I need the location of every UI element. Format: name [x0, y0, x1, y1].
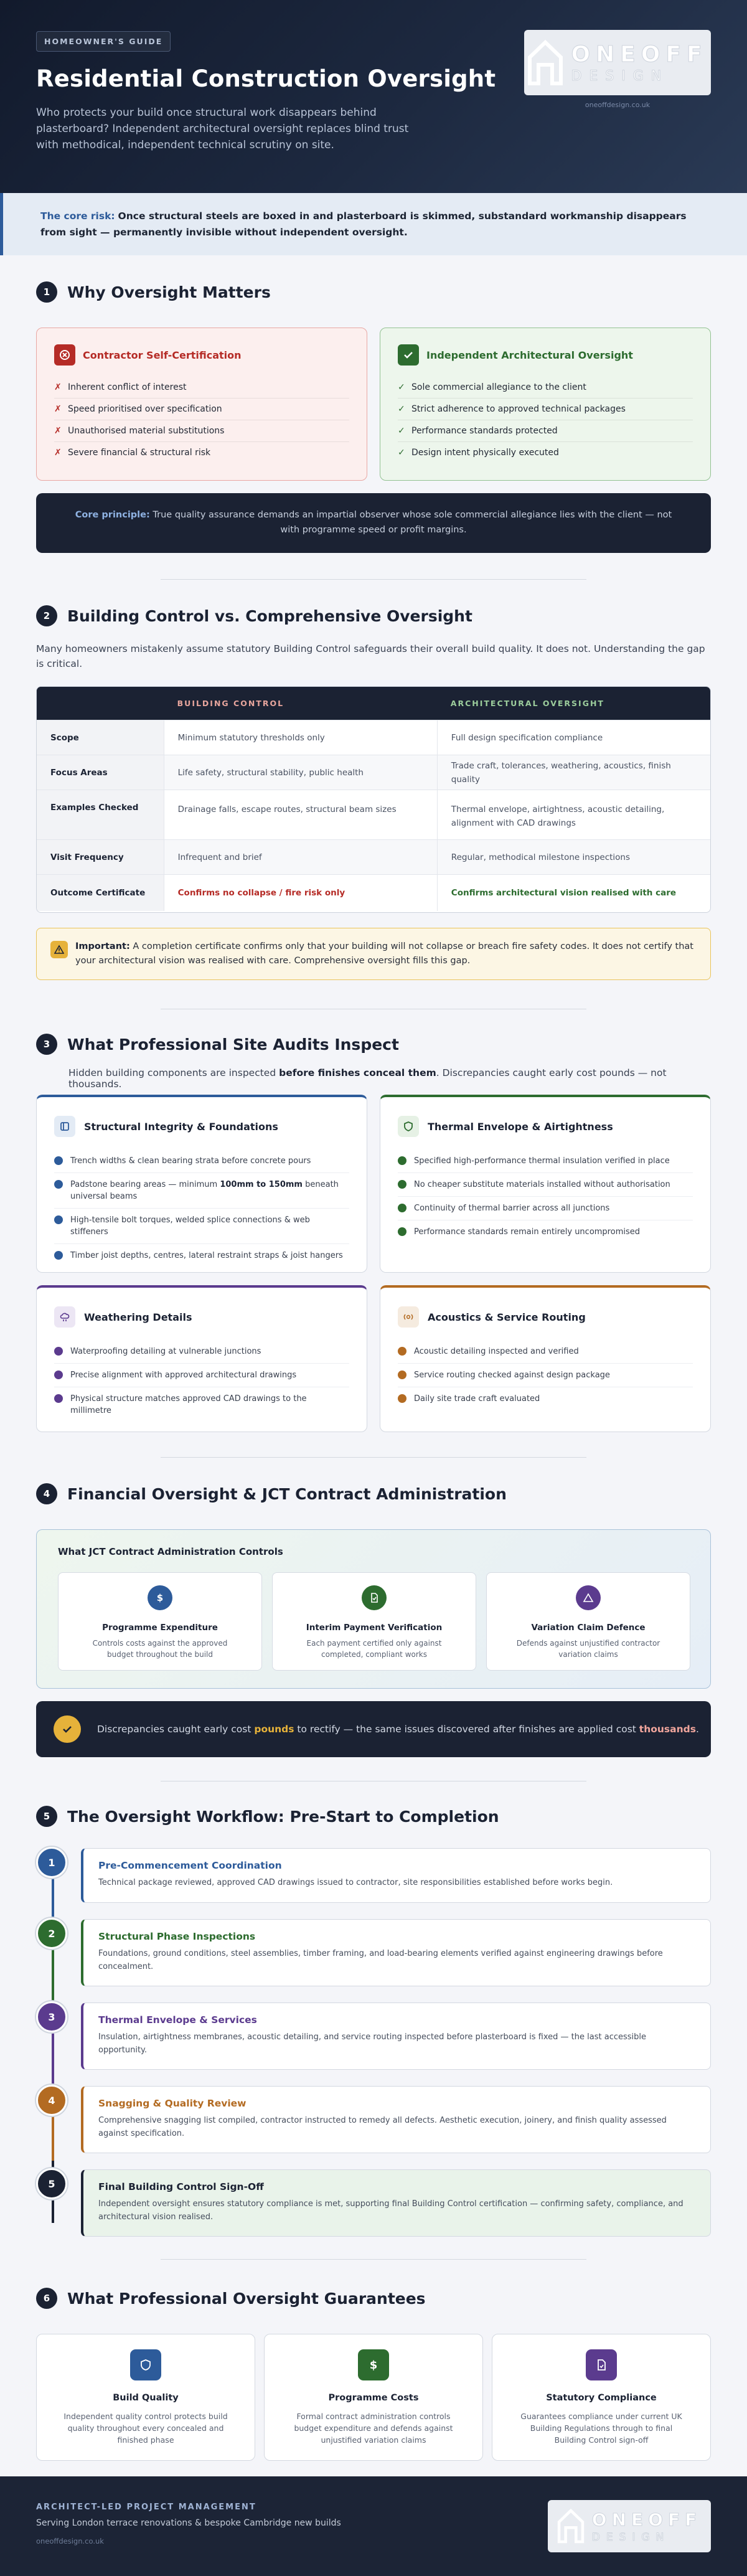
list-item: [54, 442, 349, 463]
section-title: The Oversight Workflow: Pre-Start to Completion: [67, 1807, 499, 1826]
page-title: Residential Construction Oversight: [36, 65, 496, 92]
logo-line2: DESIGN: [591, 2531, 670, 2544]
section-financial-oversight: [36, 1483, 711, 1763]
list-item: [54, 399, 349, 420]
card-desc: Defends against unjustified contractor variation claims: [516, 1639, 660, 1659]
list-item: [54, 1209, 349, 1244]
table-cell: Confirms no collapse / fire risk only: [164, 875, 437, 911]
check-circle-icon: [54, 1371, 63, 1379]
check-circle-icon: [54, 1715, 81, 1743]
banner-text: [97, 1724, 699, 1735]
table-header-cell: BUILDING CONTROL: [177, 698, 284, 708]
list-item-text: Severe financial & structural risk: [68, 448, 211, 458]
audit-card-thermal: [380, 1095, 711, 1273]
warning-icon: [50, 941, 68, 958]
sound-icon: [398, 1306, 419, 1328]
row-label: Examples Checked: [37, 790, 164, 839]
table-row: [37, 840, 710, 875]
workflow-step: [81, 2086, 711, 2153]
step-desc: Independent oversight ensures statutory compliance is met, supporting final Building Control certification — confirming safety, compliance, and architectural vision realised.: [98, 2199, 684, 2222]
audit-card-structural: [36, 1095, 367, 1273]
check-circle-icon: [398, 1180, 406, 1189]
jct-card-payment: [272, 1572, 476, 1671]
document-check-icon: [362, 1585, 387, 1610]
principle-label: Core principle:: [75, 510, 150, 520]
list-item: [54, 1387, 349, 1422]
check-icon: ✓: [398, 404, 405, 414]
workflow-step: [81, 2003, 711, 2070]
jct-card-variation: [486, 1572, 690, 1671]
footer-brand-logo[interactable]: [548, 2500, 711, 2552]
table-cell: Confirms architectural vision realised with care: [437, 875, 710, 911]
guarantee-card-compliance: [492, 2334, 711, 2461]
card-desc: Guarantees compliance under current UK Building Regulations through to final Building Control sign-off: [520, 2412, 682, 2445]
step-title: Thermal Envelope & Services: [98, 2014, 257, 2026]
section-title: Financial Oversight & JCT Contract Administration: [67, 1484, 507, 1503]
list-item-text: Unauthorised material substitutions: [68, 426, 225, 436]
contractor-self-cert-card: [36, 328, 367, 481]
step-desc: Foundations, ground conditions, steel assemblies, timber framing, and load-bearing elements verified against engineering drawings before concealment.: [98, 1949, 663, 1971]
layers-icon: [54, 1116, 75, 1137]
check-circle-icon: [398, 1156, 406, 1165]
check-circle-icon: [54, 1347, 63, 1356]
list-item: [398, 1197, 693, 1220]
logo-line1: ONEOFF: [591, 2509, 702, 2530]
list-item-text: Speed prioritised over specification: [68, 404, 222, 414]
row-label: Outcome Certificate: [37, 875, 164, 911]
table-cell: Thermal envelope, airtightness, acoustic detailing, alignment with CAD drawings: [437, 790, 710, 839]
row-label: Focus Areas: [37, 755, 164, 790]
section-number: 4: [36, 1483, 57, 1504]
core-risk-label: The core risk:: [40, 210, 115, 222]
step-desc: Insulation, airtightness membranes, acoustic detailing, and service routing inspected before plasterboard is fixed — the last accessible opportunity.: [98, 2032, 647, 2055]
list-item: [398, 377, 693, 399]
list-item: [54, 1149, 349, 1173]
table-cell: Minimum statutory thresholds only: [164, 720, 437, 755]
check-circle-icon: [398, 1227, 406, 1236]
card-title: Contractor Self-Certification: [83, 349, 242, 361]
workflow-step: [81, 1919, 711, 1986]
principle-text: True quality assurance demands an impartial observer whose sole commercial allegiance lies with the client — not with programme speed or profit margins.: [153, 510, 672, 535]
section-workflow: [36, 1806, 711, 2242]
table-cell: Life safety, structural stability, public health: [164, 755, 437, 790]
item-text: Waterproofing detailing at vulnerable junctions: [70, 1347, 261, 1356]
section-title: What Professional Site Audits Inspect: [67, 1035, 399, 1054]
check-circle-icon: [54, 1251, 63, 1260]
section-divider: [161, 579, 586, 580]
step-desc: Technical package reviewed, approved CAD drawings issued to contractor, site responsibilities established before works begin.: [98, 1878, 613, 1887]
cost-warning-banner: [36, 1701, 711, 1757]
table-row: [37, 720, 710, 755]
table-cell: Drainage falls, escape routes, structural beam sizes: [164, 790, 437, 839]
step-number: 4: [36, 2085, 67, 2116]
jct-card-expenditure: [58, 1572, 262, 1671]
item-text: Precise alignment with approved architectural drawings: [70, 1371, 297, 1380]
banner-text-part: .: [695, 1724, 699, 1735]
list-item-text: Performance standards protected: [411, 426, 558, 436]
logo-wordmark: [571, 42, 707, 84]
item-text: Trench widths & clean bearing strata before concrete pours: [70, 1156, 311, 1166]
x-circle-icon: [54, 344, 75, 366]
section-title: Building Control vs. Comprehensive Oversight: [67, 606, 472, 625]
shield-icon: [130, 2349, 161, 2380]
page-footer: [0, 2476, 747, 2576]
check-circle-icon: [398, 1394, 406, 1403]
table-row: [37, 790, 710, 840]
independent-oversight-card: [380, 328, 711, 481]
row-label: Scope: [37, 720, 164, 755]
list-item: [54, 1340, 349, 1364]
item-text: High-tensile bolt torques, welded splice connections & web stiffeners: [70, 1215, 310, 1237]
list-item: [398, 1149, 693, 1173]
item-text: Acoustic detailing inspected and verified: [414, 1347, 579, 1356]
item-text-part: beneath universal beams: [70, 1180, 339, 1201]
list-item: [398, 399, 693, 420]
table-cell: Infrequent and brief: [164, 840, 437, 874]
step-desc: Comprehensive snagging list compiled, contractor instructed to remedy all defects. Aesthetic execution, joinery, and finish quality assessed against specification.: [98, 2116, 667, 2138]
audit-card-acoustics: [380, 1285, 711, 1432]
banner-text-part: to rectify — the same issues discovered after finishes are applied cost: [294, 1724, 639, 1735]
item-text: Continuity of thermal barrier across all junctions: [414, 1204, 610, 1213]
check-icon: ✓: [398, 448, 405, 458]
list-item: [54, 1364, 349, 1387]
banner-emphasis: pounds: [254, 1724, 294, 1735]
section-building-control: [36, 605, 711, 985]
list-item: [54, 377, 349, 399]
shield-icon: [398, 1116, 419, 1137]
item-text: Specified high-performance thermal insulation verified in place: [414, 1156, 670, 1166]
card-title: Weathering Details: [84, 1311, 192, 1323]
step-number: 2: [36, 1918, 67, 1949]
table-header-row: [37, 687, 710, 720]
section-title: What Professional Oversight Guarantees: [67, 2289, 426, 2308]
step-number: 1: [36, 1847, 67, 1878]
list-item: [398, 1173, 693, 1197]
list-item: [398, 1340, 693, 1364]
logo-line2: DESIGN: [571, 68, 669, 84]
card-title: Programme Expenditure: [102, 1623, 218, 1633]
section-guarantees: [36, 2288, 711, 2468]
section-divider: [161, 1457, 586, 1458]
item-text: Physical structure matches approved CAD drawings to the millimetre: [70, 1394, 307, 1415]
list-item-text: Inherent conflict of interest: [68, 382, 187, 392]
list-item: [398, 442, 693, 463]
section-number: 5: [36, 1806, 57, 1827]
list-item: [398, 420, 693, 442]
list-item-text: Sole commercial allegiance to the client: [411, 382, 586, 392]
important-callout: [36, 928, 711, 980]
section-title: Why Oversight Matters: [67, 283, 271, 301]
intro-text: Hidden building components are inspected: [68, 1067, 280, 1078]
logo-line1: ONEOFF: [571, 41, 708, 67]
house-logo-icon: [557, 2508, 585, 2544]
cloud-rain-icon: [54, 1306, 75, 1328]
important-label: Important:: [75, 941, 130, 951]
cross-icon: ✗: [54, 382, 62, 392]
card-title: Interim Payment Verification: [306, 1623, 443, 1633]
file-icon: [586, 2349, 617, 2380]
list-item: [398, 1220, 693, 1243]
workflow-step: [81, 1848, 711, 1903]
section-number: 2: [36, 605, 57, 626]
item-text: Daily site trade craft evaluated: [414, 1394, 540, 1404]
hero-lede: Who protects your build once structural work disappears behind plasterboard? Independent architectural oversight replaces blind trust with methodical, independent technical scrutiny on site.: [36, 106, 409, 151]
table-cell: Trade craft, tolerances, weathering, acoustics, finish quality: [437, 755, 710, 790]
table-row: [37, 755, 710, 790]
logo-wordmark: [592, 2509, 702, 2544]
list-item-text: Design intent physically executed: [411, 448, 559, 458]
comparison-table: [36, 686, 711, 913]
core-risk-text: Once structural steels are boxed in and plasterboard is skimmed, substandard workmanship disappears from sight — permanently invisible without independent oversight.: [40, 210, 687, 238]
check-icon: ✓: [398, 382, 405, 392]
workflow-step: [81, 2169, 711, 2237]
item-emphasis: 100mm to 150mm: [220, 1180, 303, 1189]
guarantee-card-costs: [264, 2334, 483, 2461]
section-site-audits: [36, 1034, 711, 1438]
section-why-oversight: [36, 281, 711, 555]
card-title: Variation Claim Defence: [531, 1623, 646, 1633]
dollar-icon: [358, 2349, 389, 2380]
row-label: Visit Frequency: [37, 840, 164, 874]
card-title: Programme Costs: [328, 2393, 419, 2403]
cross-icon: ✗: [54, 448, 62, 458]
dollar-icon: [148, 1585, 172, 1610]
card-desc: Formal contract administration controls budget expenditure and defends against unjustified variation claims: [294, 2412, 453, 2445]
list-item: [54, 1173, 349, 1209]
hero-header: [0, 0, 747, 193]
cross-icon: ✗: [54, 404, 62, 414]
table-cell: Full design specification compliance: [437, 720, 710, 755]
item-text: Service routing checked against design package: [414, 1371, 610, 1380]
section-number: 1: [36, 281, 57, 303]
jct-panel: [36, 1529, 711, 1689]
list-item: [54, 1244, 349, 1267]
hero-url-link[interactable]: oneoffdesign.co.uk: [585, 101, 651, 109]
footer-service-area: Serving London terrace renovations & bespoke Cambridge new builds: [36, 2518, 341, 2528]
section-divider: [161, 2259, 586, 2260]
table-row: [37, 875, 710, 911]
list-item: [398, 1387, 693, 1410]
step-number: 5: [36, 2168, 67, 2199]
footer-url-link[interactable]: oneoffdesign.co.uk: [36, 2537, 104, 2545]
step-title: Final Building Control Sign-Off: [98, 2181, 264, 2192]
intro-text: . Discrepancies caught early cost pounds — not thousands.: [68, 1067, 667, 1090]
banner-emphasis: thousands: [639, 1724, 696, 1735]
audit-card-weathering: [36, 1285, 367, 1432]
check-square-icon: [398, 344, 419, 366]
guarantee-card-quality: [36, 2334, 255, 2461]
check-circle-icon: [54, 1156, 63, 1165]
svg-text:$: $: [156, 1592, 164, 1603]
important-text: A completion certificate confirms only that your building will not collapse or breach fire safety codes. It does not certify that your architectural vision was realised with care. Comprehensive oversight fills this gap.: [75, 941, 693, 966]
house-logo-icon: [527, 40, 563, 86]
card-title: Build Quality: [113, 2393, 179, 2403]
brand-logo[interactable]: [524, 30, 711, 95]
intro-emphasis: before finishes conceal them: [279, 1067, 436, 1078]
core-principle-callout: [36, 493, 711, 553]
svg-text:$: $: [369, 2359, 378, 2372]
footer-tagline: ARCHITECT-LED PROJECT MANAGEMENT: [36, 2503, 256, 2512]
card-desc: Each payment certified only against completed, compliant works: [306, 1639, 442, 1659]
eyebrow-badge: HOMEOWNER'S GUIDE: [36, 31, 171, 52]
panel-title: What JCT Contract Administration Controls: [58, 1546, 283, 1557]
card-title: Thermal Envelope & Airtightness: [428, 1120, 613, 1133]
item-text: Timber joist depths, centres, lateral restraint straps & joist hangers: [70, 1251, 343, 1260]
item-text: [70, 1179, 349, 1202]
list-item: [54, 420, 349, 442]
check-circle-icon: [398, 1347, 406, 1356]
cross-icon: ✗: [54, 426, 62, 436]
table-cell: Regular, methodical milestone inspections: [437, 840, 710, 874]
card-desc: Independent quality control protects build quality throughout every concealed and finished phase: [63, 2412, 228, 2445]
item-text-part: Padstone bearing areas — minimum: [70, 1180, 220, 1189]
item-text: Performance standards remain entirely uncompromised: [414, 1227, 640, 1237]
section-intro: [68, 1067, 711, 1090]
check-circle-icon: [398, 1371, 406, 1379]
item-text: No cheaper substitute materials installed without authorisation: [414, 1180, 670, 1189]
step-title: Pre-Commencement Coordination: [98, 1860, 282, 1871]
step-title: Snagging & Quality Review: [98, 2098, 247, 2109]
list-item: [398, 1364, 693, 1387]
step-number: 3: [36, 2001, 67, 2032]
list-item-text: Strict adherence to approved technical packages: [411, 404, 626, 414]
card-title: Statutory Compliance: [546, 2393, 657, 2403]
card-title: Independent Architectural Oversight: [426, 349, 633, 361]
check-circle-icon: [398, 1204, 406, 1212]
core-risk-callout: [0, 193, 747, 255]
table-header-cell: [37, 687, 164, 720]
triangle-icon: [576, 1585, 601, 1610]
step-title: Structural Phase Inspections: [98, 1931, 256, 1942]
check-circle-icon: [54, 1215, 63, 1224]
check-circle-icon: [54, 1180, 63, 1189]
banner-text-part: Discrepancies caught early cost: [97, 1724, 255, 1735]
section-number: 6: [36, 2288, 57, 2309]
table-header-cell: ARCHITECTURAL OVERSIGHT: [450, 698, 604, 708]
check-icon: ✓: [398, 426, 405, 436]
card-title: Structural Integrity & Foundations: [84, 1120, 278, 1133]
section-intro: Many homeowners mistakenly assume statutory Building Control safeguards their overall build quality. It does not. Understanding the gap is critical.: [36, 643, 705, 669]
check-circle-icon: [54, 1394, 63, 1403]
card-title: Acoustics & Service Routing: [428, 1311, 586, 1323]
section-number: 3: [36, 1034, 57, 1055]
card-desc: Controls costs against the approved budget throughout the build: [92, 1639, 228, 1659]
